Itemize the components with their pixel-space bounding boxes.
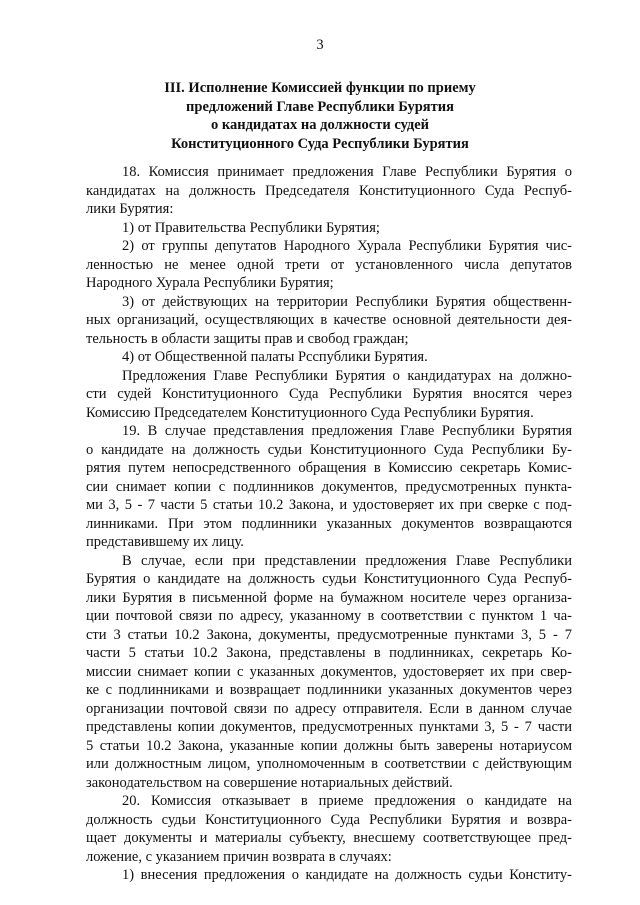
text-line: ленностью не менее одной трети от установленного числа депутатов [86,256,572,273]
text-line: ке с подлинниками и возвращает подлинники указанных документов через [86,682,572,698]
text-line: миссии снимает копии с указанных документов, удостоверяет их при свер- [86,663,572,680]
text-line: 1) внесения предложения о кандидате на должность судьи Конститу- [122,867,572,883]
document-body [86,163,572,885]
text-line: 20. Комиссия отказывает в приеме предложения о кандидате на [122,793,572,809]
text-line: 1) от Правительства Республики Бурятия; [122,219,380,236]
text-line: 19. В случае представления предложения Главе Республики Бурятия [122,423,572,439]
text-line: сии снимает копии с подлинников документов, предусмотренных пункта- [86,478,572,495]
text-line: или должностным лицом, уполномоченным в соответствии с действующим [86,756,572,772]
text-line: линниками. При этом подлинники указанных документов возвращаются [86,515,572,532]
text-line: законодательством на совершение нотариальных действий. [86,774,453,791]
text-line: кандидатах на должность Председателя Конституционного Суда Респуб- [86,182,572,199]
text-line: ции почтовой связи по адресу, указанному в соответствии с пунктом 1 ча- [86,608,572,624]
text-line: В случае, если при представлении предложения Главе Республики [122,552,572,569]
heading-line: Конституционного Суда Республики Бурятия [171,135,469,152]
text-line: щает документы и материалы субъекту, внесшему соответствующее пред- [86,830,572,846]
text-line: сти судей Конституционного Суда Республики Бурятия вносятся через [86,386,572,402]
heading-line: о кандидатах на должности судей [210,117,430,133]
text-line: Комиссию Председателем Конституционного Суда Республики Бурятия. [86,404,534,421]
text-line: организации почтовой связи по адресу отправителя. Если в данном случае [86,700,572,717]
text-line: представившему их лицу. [86,534,244,550]
text-line: 2) от группы депутатов Народного Хурала Республики Бурятия чис- [122,238,572,254]
text-line: Предложения Главе Республики Бурятия о кандидатурах на должно- [122,367,572,384]
page-number: 3 [316,37,324,53]
text-line: 5 статьи 10.2 Закона, указанные копии должны быть заверены нотариусом [86,737,572,754]
text-line: представлены копии документов, предусмотренных пунктами 3, 5 - 7 части [86,719,572,735]
text-line: сти 3 статьи 10.2 Закона, документы, предусмотренные пунктами 3, 5 - 7 [86,626,572,643]
text-line: лики Бурятия: [86,201,174,217]
heading-line: III. Исполнение Комиссией функции по приему [164,80,476,96]
text-line: Бурятия о кандидате на должность судьи Конституционного Суда Респуб- [86,571,572,587]
text-line: рятия путем непосредственного обращения в Комиссию секретарь Комис- [86,460,572,476]
text-line: о кандидате на должность судьи Конституционного Суда Республики Бу- [86,441,572,458]
text-line: Народного Хурала Республики Бурятия; [86,275,334,291]
text-line: 4) от Общественной палаты Рсспублики Бурятия. [122,349,428,365]
text-line: 3) от действующих на территории Республики Бурятия общественн- [122,293,572,310]
text-line: лики Бурятия в письменной форме на бумажном носителе через организа- [86,589,572,606]
text-line: тельность в области защиты прав и свобод граждан; [86,330,409,347]
heading-line: предложений Главе Республики Бурятия [186,98,454,115]
text-line: должность судьи Конституционного Суда Республики Бурятия и возвра- [86,811,572,828]
text-line: 18. Комиссия принимает предложения Главе Республики Бурятия о [122,164,572,180]
section-heading [80,79,560,153]
text-line: ложение, с указанием причин возврата в случаях: [86,848,392,865]
text-line: части 5 статьи 10.2 Закона, представлены в подлинниках, секретарь Ко- [86,645,572,661]
text-line: ми 3, 5 - 7 части 5 статьи 10.2 Закона, и удостоверяет их при сверке с под- [86,497,572,513]
text-line: ных организаций, осуществляющих в качестве основной деятельности дея- [86,312,572,328]
